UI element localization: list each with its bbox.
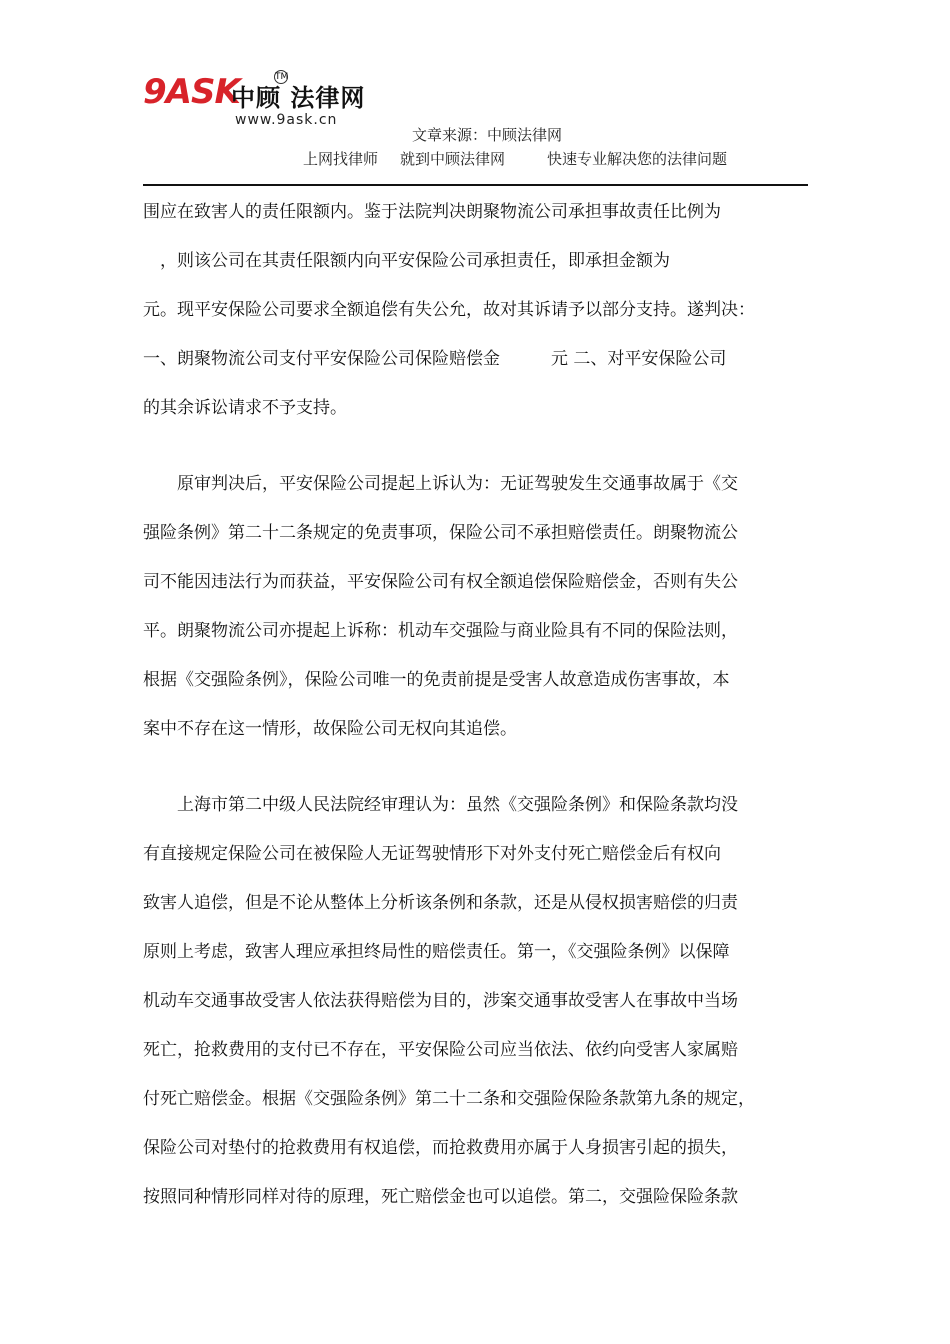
text-line: 元。现平安保险公司要求全额追偿有失公允，故对其诉请予以部分支持。遂判决： bbox=[143, 300, 755, 320]
text-line: 原审判决后，平安保险公司提起上诉认为：无证驾驶发生交通事故属于《交 bbox=[143, 474, 738, 494]
text-line: 付死亡赔偿金。根据《交强险条例》第二十二条和交强险保险条款第九条的规定， bbox=[143, 1089, 755, 1109]
paragraph-gap bbox=[143, 754, 808, 781]
paragraph-gap bbox=[143, 433, 808, 460]
text-line: 案中不存在这一情形，故保险公司无权向其追偿。 bbox=[143, 719, 517, 739]
article-source: 文章来源：中顾法律网 bbox=[412, 126, 563, 144]
text-line: 机动车交通事故受害人依法获得赔偿为目的，涉案交通事故受害人在事故中当场 bbox=[143, 991, 738, 1011]
text-line: 强险条例》第二十二条规定的免责事项，保险公司不承担赔偿责任。朗聚物流公 bbox=[143, 523, 738, 543]
text-line: 围应在致害人的责任限额内。鉴于法院判决朗聚物流公司承担事故责任比例为 bbox=[143, 202, 721, 222]
slogan-part-3: 快速专业解决您的法律问题 bbox=[547, 150, 728, 168]
text-line: 有直接规定保险公司在被保险人无证驾驶情形下对外支付死亡赔偿金后有权向 bbox=[143, 844, 721, 864]
text-line: 按照同种情形同样对待的原理，死亡赔偿金也可以追偿。第二，交强险保险条款 bbox=[143, 1187, 738, 1207]
text-line: 上海市第二中级人民法院经审理认为：虽然《交强险条例》和保险条款均没 bbox=[143, 795, 738, 815]
text-line: ，则该公司在其责任限额内向平安保险公司承担责任，即承担金额为 bbox=[143, 251, 670, 271]
text-line: 保险公司对垫付的抢救费用有权追偿，而抢救费用亦属于人身损害引起的损失， bbox=[143, 1138, 738, 1158]
logo-mark: 9ASK bbox=[143, 72, 240, 112]
text-line: 一、朗聚物流公司支付平安保险公司保险赔偿金 元 二、对平安保险公司 bbox=[143, 349, 727, 369]
text-line: 致害人追偿，但是不论从整体上分析该条例和条款，还是从侵权损害赔偿的归责 bbox=[143, 893, 738, 913]
slogan-part-1: 上网找律师 bbox=[303, 150, 379, 168]
text-line: 司不能因违法行为而获益，平安保险公司有权全额追偿保险赔偿金，否则有失公 bbox=[143, 572, 738, 592]
text-line: 原则上考虑，致害人理应承担终局性的赔偿责任。第一，《交强险条例》以保障 bbox=[143, 942, 730, 962]
text-line: 死亡，抢救费用的支付已不存在，平安保险公司应当依法、依约向受害人家属赔 bbox=[143, 1040, 738, 1060]
paragraph-3 bbox=[143, 781, 808, 1222]
slogan-part-2: 就到中顾法律网 bbox=[400, 150, 506, 168]
logo-url: www.9ask.cn bbox=[235, 112, 338, 128]
article-body bbox=[143, 188, 808, 1222]
header-divider bbox=[143, 184, 808, 186]
logo-chinese-name: 中顾 法律网 bbox=[231, 84, 366, 112]
paragraph-2 bbox=[143, 460, 808, 754]
text-line: 平。朗聚物流公司亦提起上诉称：机动车交强险与商业险具有不同的保险法则， bbox=[143, 621, 738, 641]
site-slogan bbox=[303, 148, 749, 169]
site-logo[interactable] bbox=[143, 68, 373, 130]
trademark-icon: TM bbox=[275, 72, 289, 82]
text-line: 根据《交强险条例》，保险公司唯一的免责前提是受害人故意造成伤害事故，本 bbox=[143, 670, 730, 690]
text-line: 的其余诉讼请求不予支持。 bbox=[143, 398, 347, 418]
paragraph-1 bbox=[143, 188, 808, 433]
page-header bbox=[0, 0, 950, 190]
